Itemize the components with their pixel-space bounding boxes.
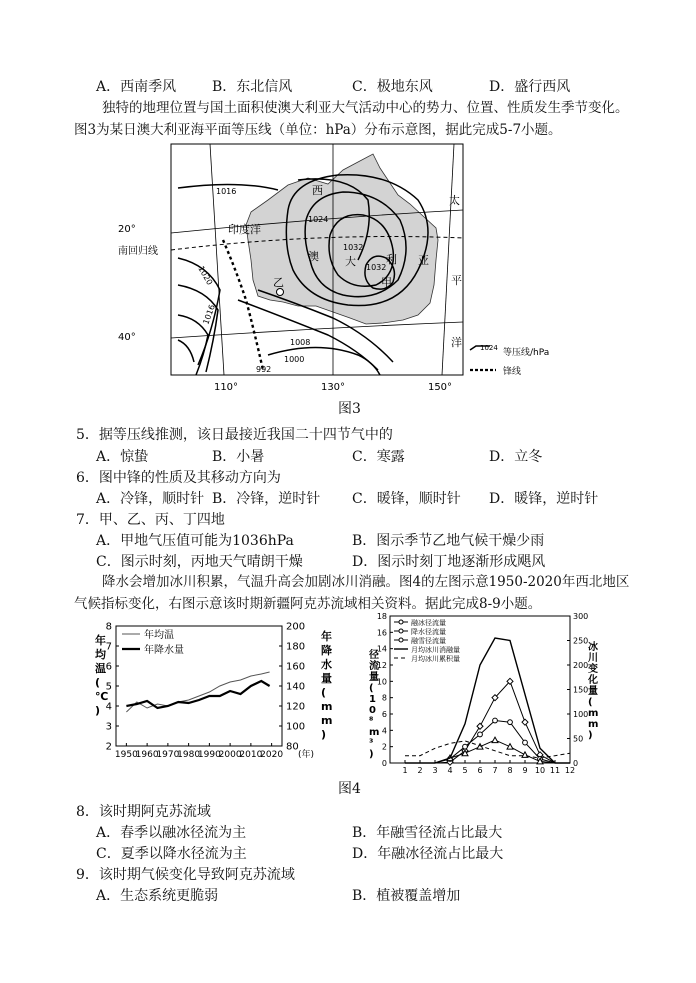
right-ytick-label-3: 140 (286, 681, 306, 693)
xtick-label-3: 4 (447, 766, 453, 775)
lon-label-110: 110° (213, 382, 239, 393)
isobar-label-1032-a: 1032 (343, 243, 364, 252)
isobar-label-992: 992 (256, 365, 272, 374)
right-ytick-label-0: 80 (286, 741, 299, 753)
lon-label-150: 150° (427, 382, 453, 393)
q7-option-a: A．甲地气压值可能为1036hPa (96, 533, 294, 549)
q4-option-d: D．盛行西风 (489, 79, 571, 95)
right-ytick-label-3: 150 (573, 685, 589, 695)
legend-front-label: 锋线 (503, 367, 522, 377)
q7-stem: 7．甲、乙、丙、丁四地 (76, 512, 225, 528)
runoff-chart (362, 608, 602, 778)
q7-option-c: C．图示时刻，丙地天气晴朗干燥 (96, 554, 303, 570)
xtick-label-9: 10 (534, 766, 546, 775)
series-1-point-6 (493, 718, 498, 723)
xtick-label-0: 1950 (114, 750, 138, 760)
label-ping: 平 (451, 274, 462, 287)
legend-label-1: 降水径流量 (411, 628, 446, 636)
legend-label-4: 月均冰川累积量 (411, 655, 460, 663)
isobar-map (118, 140, 558, 395)
xtick-label-1: 1960 (135, 750, 159, 760)
xtick-label-11: 12 (564, 766, 576, 775)
series-0-point-8 (522, 719, 528, 725)
xtick-label-7: 2020 (260, 750, 284, 760)
q5-option-a: A．惊蛰 (96, 449, 149, 465)
legend-isobar-sample: 1024 (480, 344, 498, 352)
series-2-point-7 (507, 744, 513, 750)
left-ytick-label-3: 6 (381, 710, 387, 719)
plot-frame (116, 626, 282, 746)
isobar-label-1008: 1008 (290, 338, 311, 347)
legend-isobar-label: 等压线/hPa (503, 348, 550, 358)
left-ytick-label-5: 10 (376, 677, 387, 687)
label-ao: 澳 (308, 250, 319, 263)
q8-option-c: C．夏季以降水径流为主 (96, 846, 247, 862)
xtick-label-0: 1 (402, 766, 408, 775)
q5-option-b: B．小暑 (212, 449, 265, 465)
xtick-label-2: 3 (432, 766, 438, 775)
series-1-point-4 (463, 744, 468, 749)
legend-marker-2 (399, 638, 403, 642)
series-1-point-8 (523, 740, 528, 745)
left-ytick-label-2: 4 (381, 726, 387, 736)
q5-stem: 5．据等压线推测，该日最接近我国二十四节气中的 (76, 427, 393, 443)
q4-option-c: C．极地东风 (352, 79, 433, 95)
indian-ocean-label: 印度洋 (228, 223, 261, 236)
isobar-label-1020: 1020 (196, 264, 215, 287)
legend-label-1: 年降水量 (144, 645, 184, 656)
q6-option-d: D．暖锋，逆时针 (489, 491, 599, 507)
tropic-label: 南回归线 (118, 246, 158, 257)
q8-option-b: B．年融雪径流占比最大 (352, 825, 503, 841)
intro-paragraph-1: 独特的地理位置与国土面积使澳大利亚大气活动中心的势力、位置、性质发生季节变化。图3为某日澳大利亚海平面等压线（单位：hPa）分布示意图，据此完成5-7小题。 (74, 100, 629, 138)
label-li: 利 (386, 253, 397, 266)
right-ytick-label-5: 180 (286, 641, 306, 653)
isobar-label-1016-west: 1016 (201, 303, 217, 326)
q9-option-a: A．生态系统更脆弱 (96, 888, 219, 904)
legend-marker-0 (399, 620, 403, 624)
isobar-label-1024: 1024 (308, 215, 329, 224)
legend-label-0: 年均温 (144, 630, 174, 641)
xtick-label-4: 5 (462, 766, 468, 775)
xtick-label-3: 1980 (177, 750, 201, 760)
left-ytick-label-4: 6 (105, 661, 112, 673)
q4-option-b: B．东北信风 (212, 79, 293, 95)
left-ytick-label-1: 2 (381, 742, 387, 752)
right-ytick-label-4: 160 (286, 661, 306, 673)
xtick-label-8: 9 (522, 766, 528, 775)
q6-option-b: B．冷锋，逆时针 (212, 491, 321, 507)
right-ytick-label-6: 300 (573, 612, 589, 621)
legend-label-3: 月均冰川消融量 (411, 646, 460, 654)
lat-label-40: 40° (118, 332, 136, 343)
isobar-label-1000: 1000 (284, 355, 305, 364)
xtick-label-2: 1970 (156, 750, 180, 760)
right-ylabel: 冰川变化量( m m ) (588, 642, 599, 741)
right-ytick-label-4: 200 (573, 661, 589, 670)
series-line-0 (126, 672, 269, 712)
label-tai: 太 (449, 194, 460, 207)
left-ytick-label-5: 7 (105, 641, 112, 653)
left-ylabel: 径流量( 1 0 ⁸ m ³ ) (369, 650, 380, 760)
left-ylabel: 年均温( ℃ ) (95, 634, 109, 717)
right-ytick-label-6: 200 (286, 621, 306, 633)
series-line-1 (126, 681, 269, 708)
legend-label-2: 融雪径流量 (411, 637, 446, 645)
right-ytick-label-1: 50 (573, 734, 584, 744)
series-0-point-5 (477, 723, 483, 729)
series-line-0 (405, 681, 570, 763)
left-ytick-label-8: 16 (376, 628, 387, 638)
xtick-label-6: 2010 (239, 750, 263, 760)
left-ytick-label-4: 8 (381, 693, 387, 703)
left-ytick-label-9: 18 (376, 612, 387, 621)
q8-stem: 8．该时期阿克苏流域 (76, 804, 211, 820)
right-ytick-label-1: 100 (286, 721, 306, 733)
series-1-point-7 (508, 720, 513, 725)
intro-paragraph-2: 降水会增加冰川积累，气温升高会加剧冰川消融。图4的左图示意1950-2020年西北地区气候指标变化，右图示意该时期新疆阿克苏流域相关资料。据此完成8-9小题。 (74, 574, 630, 612)
xtick-label-4: 1990 (197, 750, 221, 760)
q5-option-d: D．立冬 (489, 449, 543, 465)
left-ytick-label-0: 2 (105, 741, 112, 753)
left-ytick-label-6: 8 (105, 621, 112, 633)
xtick-label-7: 8 (507, 766, 513, 775)
right-ytick-label-2: 100 (573, 710, 589, 719)
left-ytick-label-1: 3 (105, 721, 112, 733)
q9-stem: 9．该时期气候变化导致阿克苏流域 (76, 867, 295, 883)
label-jia: 甲 (381, 276, 392, 289)
lon-label-130: 130° (320, 382, 346, 393)
x-unit-label: (年) (298, 750, 315, 760)
label-yang: 洋 (451, 336, 462, 349)
xtick-label-6: 7 (492, 766, 498, 775)
label-ya: 亚 (418, 254, 429, 267)
q7-option-b: B．图示季节乙地气候干燥少雨 (352, 533, 545, 549)
right-ylabel: 年降水量( m m ) (321, 630, 333, 741)
q6-option-a: A．冷锋，顺时针 (96, 491, 205, 507)
left-ytick-label-2: 4 (105, 701, 112, 713)
isobar-label-1032-b: 1032 (366, 263, 387, 272)
lat-label-20: 20° (118, 224, 136, 235)
label-yi: 乙 (273, 276, 284, 289)
series-line-1 (405, 721, 570, 764)
label-bing: 西 (312, 184, 323, 197)
xtick-label-5: 2000 (218, 750, 242, 760)
xtick-label-5: 6 (477, 766, 483, 775)
left-ytick-label-3: 5 (105, 681, 112, 693)
q6-stem: 6．图中锋的性质及其移动方向为 (76, 470, 281, 486)
right-ytick-label-5: 250 (573, 636, 589, 646)
climate-chart (86, 618, 338, 768)
q4-option-a: A．西南季风 (96, 79, 177, 95)
right-ytick-label-0: 0 (573, 759, 579, 768)
left-ytick-label-6: 12 (376, 661, 387, 670)
series-1-point-5 (478, 732, 483, 737)
series-line-2 (405, 740, 570, 763)
left-ytick-label-7: 14 (376, 644, 387, 654)
legend-label-0: 融冰径流量 (411, 619, 446, 627)
q6-option-c: C．暖锋，顺时针 (352, 491, 461, 507)
q8-option-d: D．年融冰径流占比最大 (352, 846, 504, 862)
left-ytick-label-0: 0 (381, 759, 387, 768)
figure-4-caption: 图4 (338, 781, 361, 797)
q8-option-a: A．春季以融冰径流为主 (96, 825, 247, 841)
q7-option-d: D．图示时刻丁地逐渐形成飓风 (352, 554, 546, 570)
xtick-label-1: 2 (417, 766, 423, 775)
xtick-label-10: 11 (549, 766, 561, 775)
q5-option-c: C．寒露 (352, 449, 405, 465)
isobar-label-1016-north: 1016 (216, 187, 237, 196)
legend-marker-1 (399, 629, 403, 633)
figure-3-caption: 图3 (338, 401, 361, 417)
label-da: 大 (345, 255, 356, 268)
series-2-point-6 (492, 737, 498, 743)
q9-option-b: B．植被覆盖增加 (352, 888, 461, 904)
right-ytick-label-2: 120 (286, 701, 306, 713)
